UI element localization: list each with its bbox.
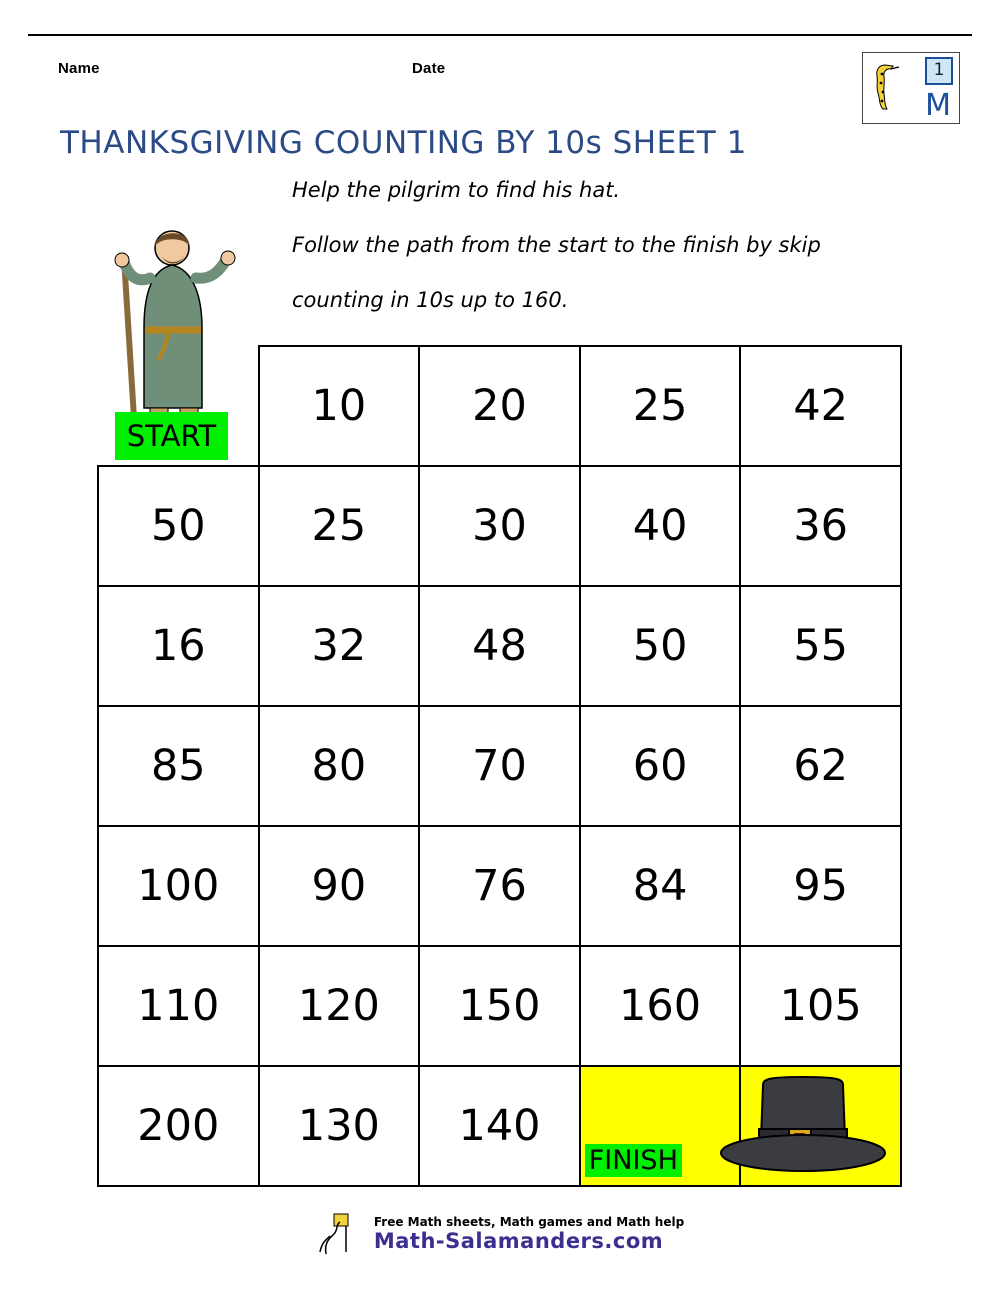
footer: [0, 1212, 1000, 1256]
grid-cell: [98, 346, 259, 466]
footer-tagline: Free Math sheets, Math games and Math help: [373, 1215, 685, 1229]
footer-text: [374, 1215, 684, 1253]
name-label: Name: [58, 60, 100, 77]
table-row: [98, 1066, 901, 1186]
page-title: THANKSGIVING COUNTING BY 10s SHEET 1: [60, 125, 747, 161]
grid-cell: 25: [259, 466, 420, 586]
grid-cell: 140: [419, 1066, 580, 1186]
table-row: [98, 706, 901, 826]
date-label: Date: [412, 60, 446, 77]
grid-cell: 200: [98, 1066, 259, 1186]
grid-cell: 85: [98, 706, 259, 826]
grid-cell: 62: [740, 706, 901, 826]
grid-cell: 20: [419, 346, 580, 466]
grid-cell: 55: [740, 586, 901, 706]
grid-cell: 110: [98, 946, 259, 1066]
instruction-line-3: counting in 10s up to 160.: [292, 288, 569, 312]
grid-cell: 36: [740, 466, 901, 586]
table-row: [98, 586, 901, 706]
salamander-logo-icon: [316, 1212, 368, 1256]
salamander-icon: [871, 61, 905, 113]
grid-cell: 76: [419, 826, 580, 946]
math-salamanders-logo: [862, 52, 960, 124]
table-row: [98, 946, 901, 1066]
number-path-grid: [97, 345, 902, 1187]
grid-cell: 84: [580, 826, 741, 946]
grid-cell: 150: [419, 946, 580, 1066]
grid-cell: 160: [580, 946, 741, 1066]
footer-row: [0, 1212, 1000, 1256]
grid-cell: 120: [259, 946, 420, 1066]
grid-cell: 130: [259, 1066, 420, 1186]
grid-cell: 50: [580, 586, 741, 706]
table-row: [98, 346, 901, 466]
start-label: START: [126, 419, 217, 453]
grid-cell: 50: [98, 466, 259, 586]
footer-brand: Math-Salamanders.com: [373, 1229, 664, 1253]
finish-label: FINISH: [585, 1144, 682, 1177]
grid-cell: 70: [419, 706, 580, 826]
grid-cell: 80: [259, 706, 420, 826]
instruction-line-1: Help the pilgrim to find his hat.: [292, 178, 621, 202]
table-row: [98, 826, 901, 946]
grade-number: 1: [925, 57, 953, 85]
grid-cell: 90: [259, 826, 420, 946]
logo-letter-m: M: [925, 88, 951, 123]
grid-cell: 100: [98, 826, 259, 946]
hat-cell: [740, 1066, 901, 1186]
table-row: [98, 466, 901, 586]
grid-cell: 105: [740, 946, 901, 1066]
grid-cell: 25: [580, 346, 741, 466]
grid-cell: 60: [580, 706, 741, 826]
grid-cell: 40: [580, 466, 741, 586]
grid-cell: 32: [259, 586, 420, 706]
grid-cell: 30: [419, 466, 580, 586]
grid-cell: 42: [740, 346, 901, 466]
header-divider: [28, 34, 972, 36]
grid-cell: 10: [259, 346, 420, 466]
instruction-line-2: Follow the path from the start to the finish by skip: [292, 233, 821, 257]
grid-cell: 95: [740, 826, 901, 946]
pilgrim-hat-icon: [711, 1073, 896, 1178]
grid-cell: 48: [419, 586, 580, 706]
grid-cell: 16: [98, 586, 259, 706]
